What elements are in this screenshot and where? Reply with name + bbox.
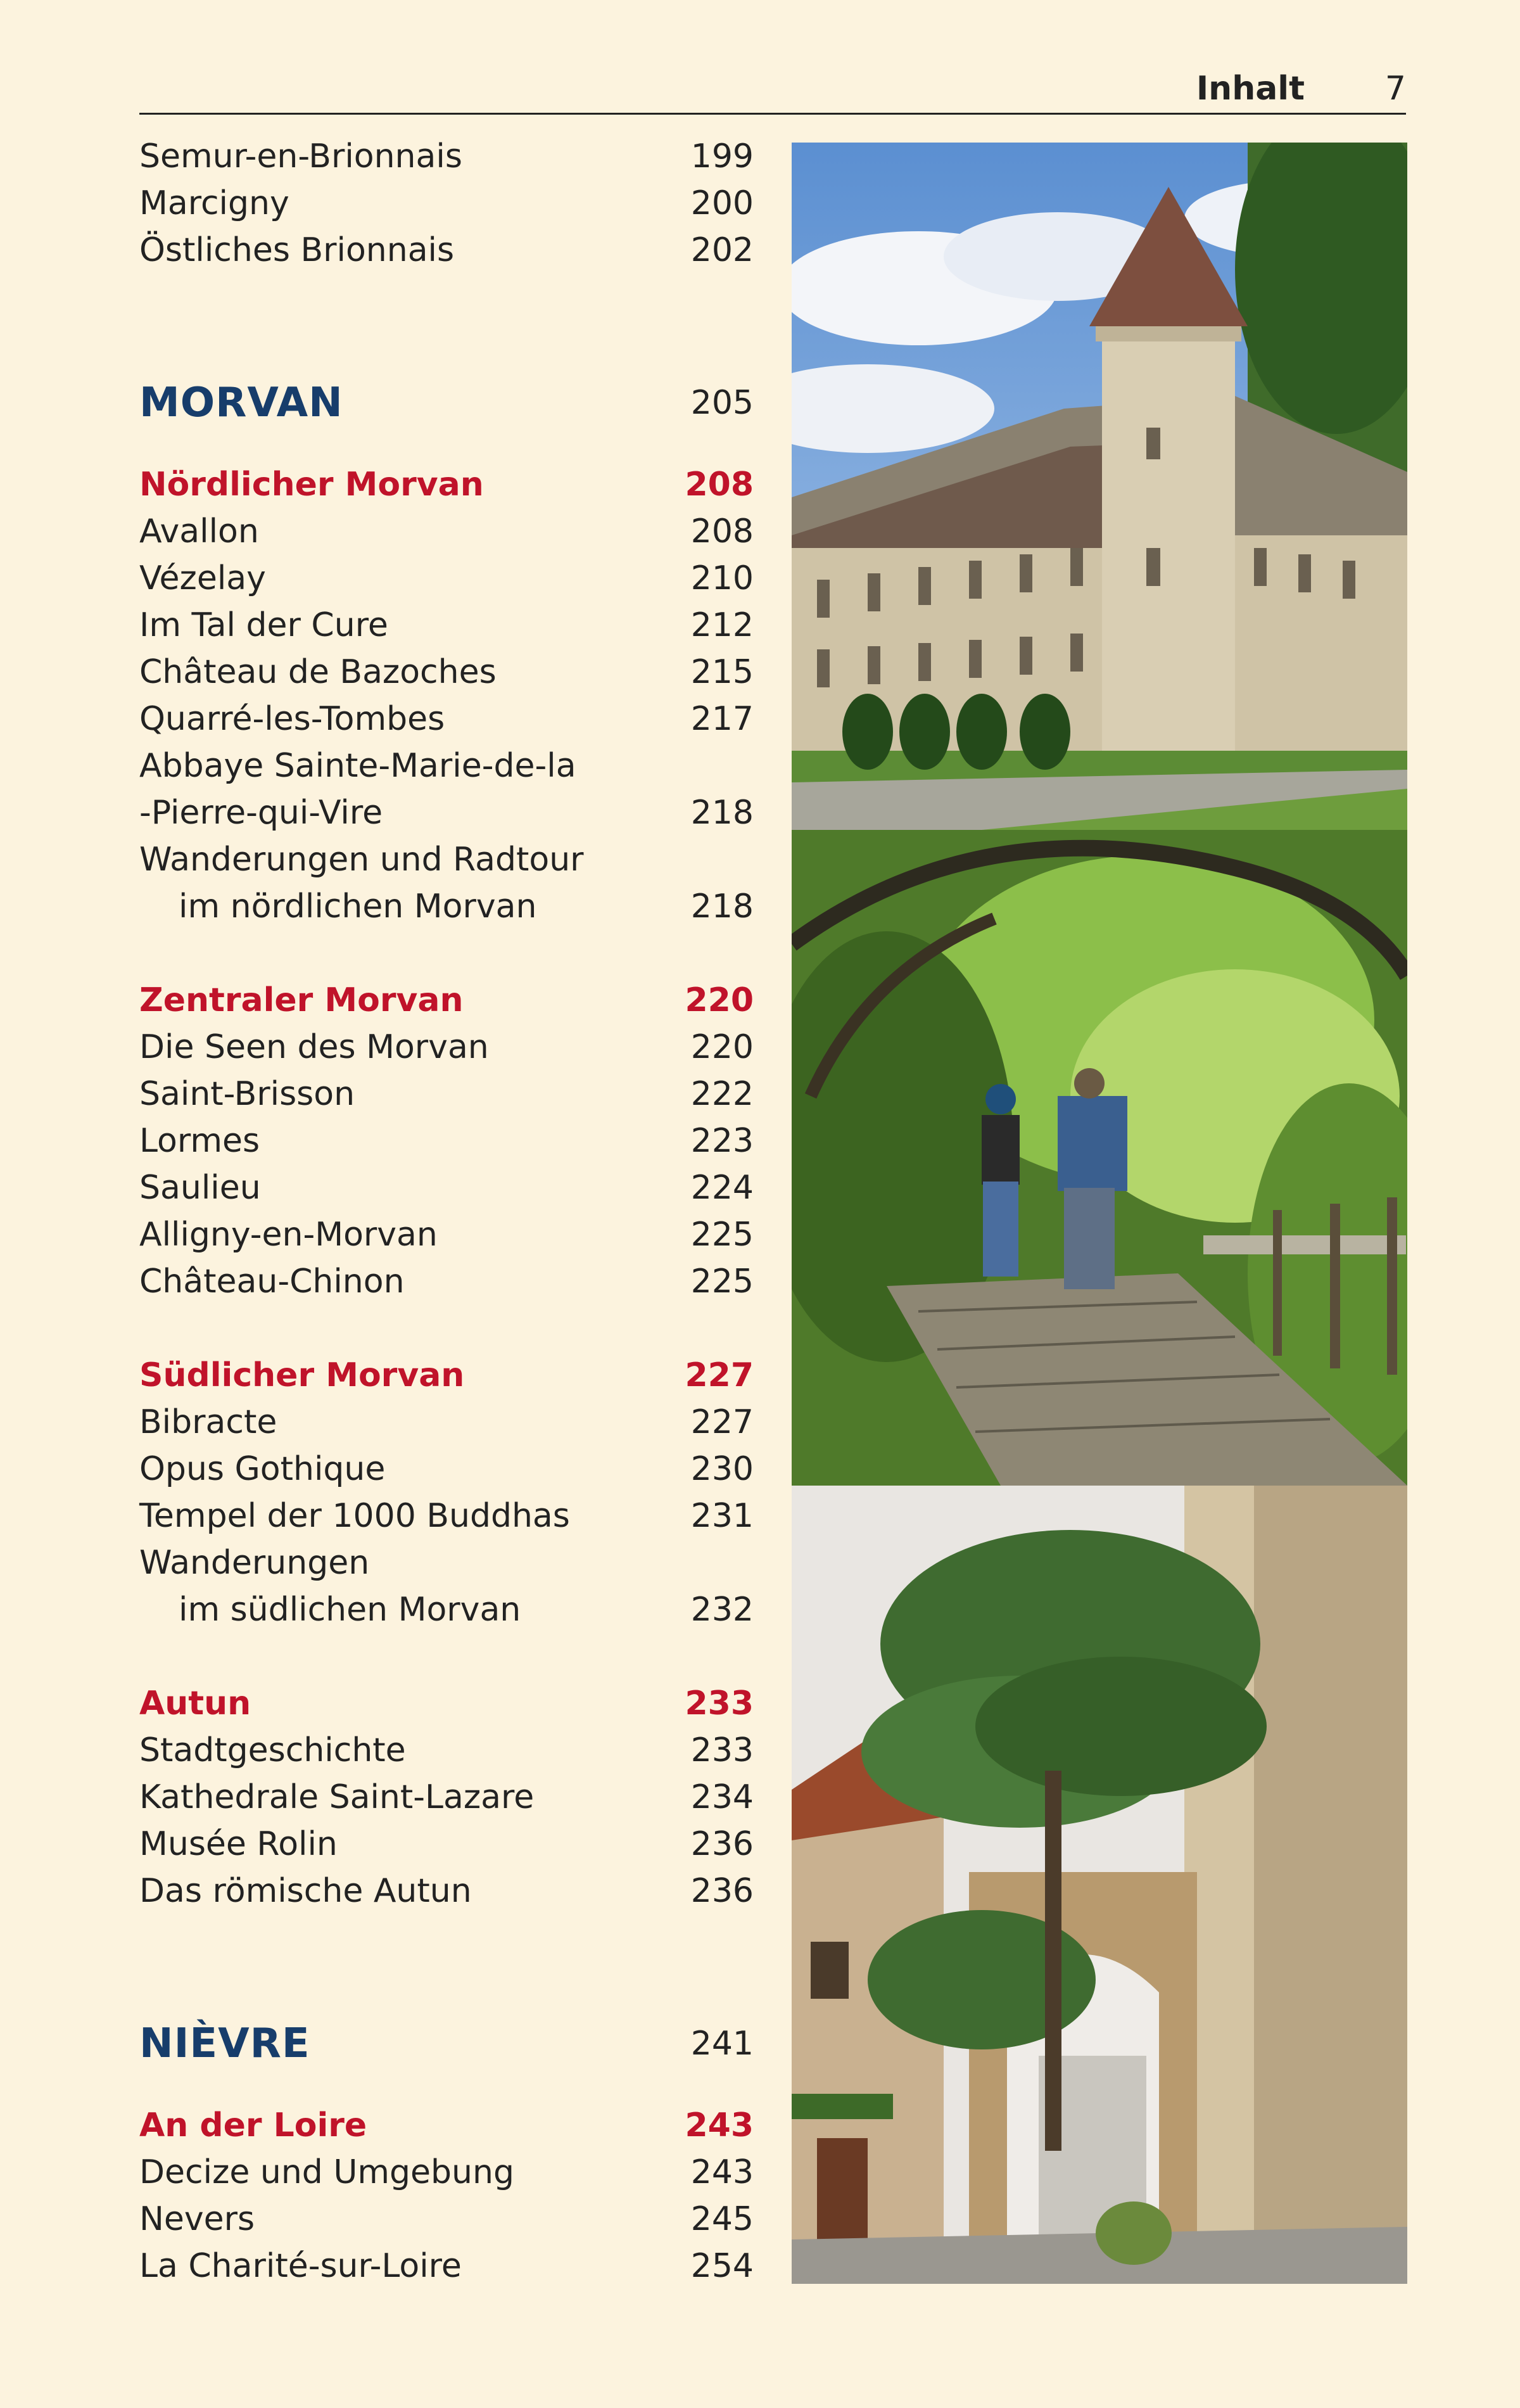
toc-entry bbox=[139, 180, 754, 227]
toc-section-page: 220 bbox=[685, 981, 754, 1019]
toc-entry bbox=[139, 1821, 754, 1868]
toc-entry bbox=[139, 883, 754, 930]
toc-entry-page: 227 bbox=[690, 1403, 754, 1441]
toc-entry-page: 225 bbox=[690, 1263, 754, 1301]
toc-entry-page: 218 bbox=[690, 888, 754, 926]
toc-entry-label: Kathedrale Saint-Lazare bbox=[139, 1778, 535, 1816]
toc-entry bbox=[139, 133, 754, 180]
toc-entry-page: 231 bbox=[690, 1497, 754, 1535]
toc-entry-label: Alligny-en-Morvan bbox=[139, 1216, 438, 1254]
toc-entry-label: im nördlichen Morvan bbox=[179, 888, 537, 926]
hikers-photo bbox=[792, 830, 1407, 1486]
toc-entry-page: 230 bbox=[690, 1450, 754, 1488]
toc-entry bbox=[139, 2149, 754, 2196]
toc-entry-page: 220 bbox=[690, 1028, 754, 1066]
toc-entry-label: Musée Rolin bbox=[139, 1825, 338, 1863]
toc-entry-page: 212 bbox=[690, 606, 754, 644]
toc-entry-label: Östliches Brionnais bbox=[139, 231, 455, 269]
toc-entry-label: Semur-en-Brionnais bbox=[139, 137, 462, 175]
toc-entry-page: 236 bbox=[690, 1872, 754, 1910]
running-header-title: Inhalt bbox=[1196, 70, 1305, 108]
toc-entry-page: 233 bbox=[690, 1731, 754, 1769]
toc-entry-page: 199 bbox=[690, 137, 754, 175]
toc-entry bbox=[139, 1211, 754, 1258]
toc-entry-label: Die Seen des Morvan bbox=[139, 1028, 489, 1066]
toc-section bbox=[139, 2102, 754, 2149]
toc-chapter-page: 241 bbox=[690, 2025, 754, 2063]
toc-chapter bbox=[139, 2016, 754, 2072]
toc-entry-page: 217 bbox=[690, 700, 754, 738]
toc-entry-label: Marcigny bbox=[139, 184, 289, 222]
toc-entry-label: Avallon bbox=[139, 513, 259, 551]
toc-entry-page: 243 bbox=[690, 2153, 754, 2191]
toc-chapter-label: NIÈVRE bbox=[139, 2020, 310, 2067]
toc-entry bbox=[139, 602, 754, 649]
toc-entry bbox=[139, 555, 754, 602]
toc-chapter-label: MORVAN bbox=[139, 379, 343, 426]
toc-entry bbox=[139, 508, 754, 555]
table-of-contents bbox=[139, 133, 754, 2290]
toc-entry bbox=[139, 1586, 754, 1633]
toc-entry-label: im südlichen Morvan bbox=[179, 1591, 521, 1629]
toc-entry bbox=[139, 1539, 754, 1586]
toc-section-page: 243 bbox=[685, 2106, 754, 2144]
toc-entry-label: Vézelay bbox=[139, 559, 266, 597]
toc-entry bbox=[139, 696, 754, 742]
toc-entry bbox=[139, 1727, 754, 1774]
toc-entry bbox=[139, 1118, 754, 1164]
toc-entry-page: 225 bbox=[690, 1216, 754, 1254]
toc-entry bbox=[139, 1774, 754, 1821]
photo-column bbox=[792, 143, 1407, 2284]
toc-section-label: An der Loire bbox=[139, 2106, 367, 2144]
toc-entry-page: 236 bbox=[690, 1825, 754, 1863]
toc-entry bbox=[139, 1258, 754, 1305]
toc-entry bbox=[139, 227, 754, 274]
toc-entry-label: La Charité-sur-Loire bbox=[139, 2247, 462, 2285]
toc-entry bbox=[139, 1493, 754, 1539]
toc-entry-label: Wanderungen bbox=[139, 1544, 370, 1582]
toc-entry-label: Opus Gothique bbox=[139, 1450, 386, 1488]
toc-entry bbox=[139, 1868, 754, 1914]
toc-entry bbox=[139, 649, 754, 696]
town-gate-photo bbox=[792, 1486, 1407, 2284]
toc-entry-label: Decize und Umgebung bbox=[139, 2153, 514, 2191]
toc-entry-page: 202 bbox=[690, 231, 754, 269]
toc-entry-label: Château-Chinon bbox=[139, 1263, 405, 1301]
toc-entry-label: Im Tal der Cure bbox=[139, 606, 388, 644]
toc-entry-page: 222 bbox=[690, 1075, 754, 1113]
toc-entry bbox=[139, 1399, 754, 1446]
toc-entry-page: 232 bbox=[690, 1591, 754, 1629]
toc-entry bbox=[139, 2243, 754, 2290]
toc-entry-page: 200 bbox=[690, 184, 754, 222]
toc-section-page: 233 bbox=[685, 1685, 754, 1723]
toc-entry bbox=[139, 1071, 754, 1118]
page-number: 7 bbox=[1384, 70, 1406, 108]
toc-section-page: 227 bbox=[685, 1356, 754, 1394]
toc-entry-page: 223 bbox=[690, 1122, 754, 1160]
toc-entry-page: 218 bbox=[690, 794, 754, 832]
running-header bbox=[139, 70, 1406, 115]
toc-entry bbox=[139, 1164, 754, 1211]
toc-entry-label: Tempel der 1000 Buddhas bbox=[139, 1497, 570, 1535]
toc-entry-page: 234 bbox=[690, 1778, 754, 1816]
toc-entry-page: 208 bbox=[690, 513, 754, 551]
toc-entry bbox=[139, 789, 754, 836]
toc-entry-label: Château de Bazoches bbox=[139, 653, 497, 691]
toc-entry-label: Wanderungen und Radtour bbox=[139, 841, 584, 879]
toc-section-page: 208 bbox=[685, 466, 754, 504]
toc-entry-page: 215 bbox=[690, 653, 754, 691]
toc-chapter-page: 205 bbox=[690, 384, 754, 422]
toc-section-label: Autun bbox=[139, 1685, 251, 1723]
toc-entry bbox=[139, 1446, 754, 1493]
toc-entry-label: Saulieu bbox=[139, 1169, 261, 1207]
toc-entry-label: Saint-Brisson bbox=[139, 1075, 355, 1113]
toc-entry bbox=[139, 742, 754, 789]
toc-entry bbox=[139, 2196, 754, 2243]
toc-section-label: Südlicher Morvan bbox=[139, 1356, 465, 1394]
toc-entry-label: Nevers bbox=[139, 2200, 255, 2238]
chateau-photo bbox=[792, 143, 1407, 830]
toc-section-label: Zentraler Morvan bbox=[139, 981, 464, 1019]
toc-entry bbox=[139, 836, 754, 883]
toc-section bbox=[139, 461, 754, 508]
toc-entry-page: 245 bbox=[690, 2200, 754, 2238]
toc-entry-label: -Pierre-qui-Vire bbox=[139, 794, 383, 832]
toc-entry-label: Lormes bbox=[139, 1122, 260, 1160]
toc-entry-page: 210 bbox=[690, 559, 754, 597]
toc-entry-label: Bibracte bbox=[139, 1403, 277, 1441]
toc-entry-page: 224 bbox=[690, 1169, 754, 1207]
toc-entry-label: Quarré-les-Tombes bbox=[139, 700, 445, 738]
toc-entry bbox=[139, 1024, 754, 1071]
toc-entry-label: Stadtgeschichte bbox=[139, 1731, 406, 1769]
toc-section bbox=[139, 1352, 754, 1399]
toc-section bbox=[139, 977, 754, 1024]
toc-entry-page: 254 bbox=[690, 2247, 754, 2285]
toc-entry-label: Abbaye Sainte-Marie-de-la bbox=[139, 747, 576, 785]
toc-section-label: Nördlicher Morvan bbox=[139, 466, 484, 504]
toc-chapter bbox=[139, 375, 754, 431]
toc-entry-label: Das römische Autun bbox=[139, 1872, 472, 1910]
toc-section bbox=[139, 1680, 754, 1727]
header-rule bbox=[139, 113, 1406, 115]
